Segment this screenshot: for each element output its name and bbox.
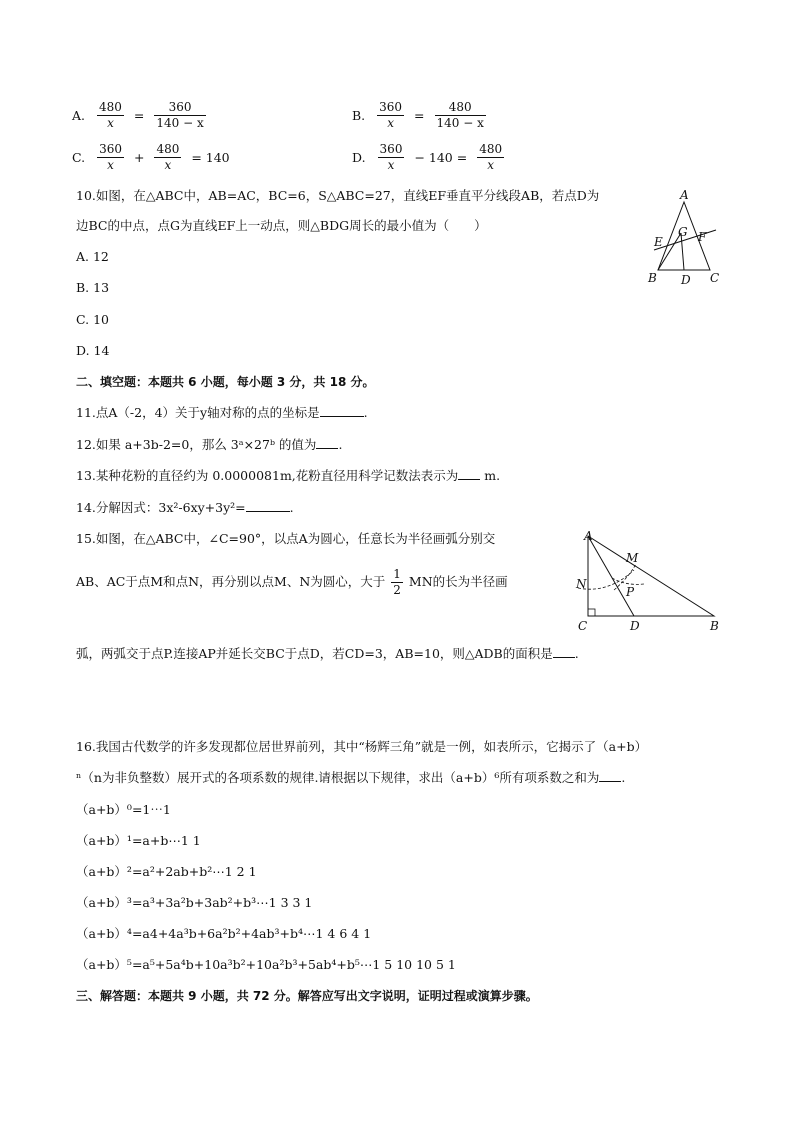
q10-label-e: E: [654, 235, 663, 249]
q10-option-b: B. 13: [76, 280, 110, 295]
q16-row-2: （a+b）²=a²+2ab+b²⋯1 2 1: [76, 864, 257, 879]
q9-option-b: B. $\frac{360}{x}$ = $\frac{480}{140 - x}$: [352, 100, 484, 130]
q10-label-c: C: [710, 271, 720, 285]
section3-heading: 三、解答题：本题共 9 小题，共 72 分。解答应写出文字说明，证明过程或演算步骤。: [76, 989, 538, 1003]
q12: 12.如果 a+3b-2=0，那么 3ᵃ×27ᵇ 的值为 .: [76, 437, 343, 452]
q15-label-d: D: [630, 619, 640, 633]
q16-row-0: （a+b）⁰=1⋯1: [76, 802, 171, 817]
q13: 13.某种花粉的直径约为 0.0000081m,花粉直径用科学记数法表示为 m.: [76, 468, 501, 483]
q9-option-a: A. $\frac{480}{x}$ = $\frac{360}{140 - x}$: [72, 100, 204, 130]
q15-label-a: A: [584, 529, 593, 543]
q10-label-d: D: [681, 273, 691, 287]
q10-line1: 10.如图，在△ABC中，AB=AC，BC=6，S△ABC=27，直线EF垂直平分线段AB，若点D为: [76, 188, 600, 203]
q15-line2: AB、AC于点M和点N，再分别以点M、N为圆心，大于 $\frac{1}{2}$ MN的长为半径画: [76, 567, 508, 597]
q16-line2: ⁿ（n为非负整数）展开式的各项系数的规律.请根据以下规律，求出（a+b）⁶所有项系数之和为 .: [76, 770, 626, 785]
q16-row-3: （a+b）³=a³+3a²b+3ab²+b³⋯1 3 3 1: [76, 895, 313, 910]
q10-label-f: F: [698, 230, 707, 244]
q10-triangle-figure: [640, 188, 730, 290]
q15-label-m: M: [626, 551, 639, 565]
q16-row-5: （a+b）⁵=a⁵+5a⁴b+10a³b²+10a²b³+5ab⁴+b⁵⋯1 5 10 10 5 1: [76, 957, 456, 972]
q16-row-1: （a+b）¹=a+b⋯1 1: [76, 833, 201, 848]
q14: 14.分解因式：3x²-6xy+3y²= .: [76, 500, 294, 515]
q15-label-b: B: [710, 619, 719, 633]
q15-line1: 15.如图，在△ABC中，∠C=90°，以点A为圆心，任意长为半径画弧分别交: [76, 531, 496, 546]
q16-row-4: （a+b）⁴=a4+4a³b+6a²b²+4ab³+b⁴⋯1 4 6 4 1: [76, 926, 372, 941]
q15-line3: 弧，两弧交于点P.连接AP并延长交BC于点D，若CD=3，AB=10，则△ADB的面积是 .: [76, 646, 579, 661]
q15-label-c: C: [578, 619, 588, 633]
q15-label-n: N: [576, 577, 587, 591]
q10-option-c: C. 10: [76, 312, 109, 327]
q9-option-c: C. $\frac{360}{x}$ + $\frac{480}{x}$ = 140: [72, 142, 230, 172]
q10-label-a: A: [680, 188, 689, 202]
section2-heading: 二、填空题：本题共 6 小题，每小题 3 分，共 18 分。: [76, 375, 375, 389]
q10-line2: 边BC的中点，点G为直线EF上一动点，则△BDG周长的最小值为（ ）: [76, 218, 487, 233]
q10-label-b: B: [648, 271, 657, 285]
q10-option-d: D. 14: [76, 343, 110, 358]
q9-option-d: D. $\frac{360}{x}$ − 140 = $\frac{480}{x}$: [352, 142, 503, 172]
q11: 11.点A（-2，4）关于y轴对称的点的坐标是 .: [76, 405, 368, 420]
q10-label-g: G: [678, 225, 688, 239]
q16-line1: 16.我国古代数学的许多发现都位居世界前列，其中“杨辉三角”就是一例，如表所示，它揭示了（a+b）: [76, 739, 648, 754]
q10-option-a: A. 12: [76, 249, 109, 264]
q15-label-p: P: [626, 585, 635, 599]
q15-right-triangle-figure: [568, 528, 726, 638]
